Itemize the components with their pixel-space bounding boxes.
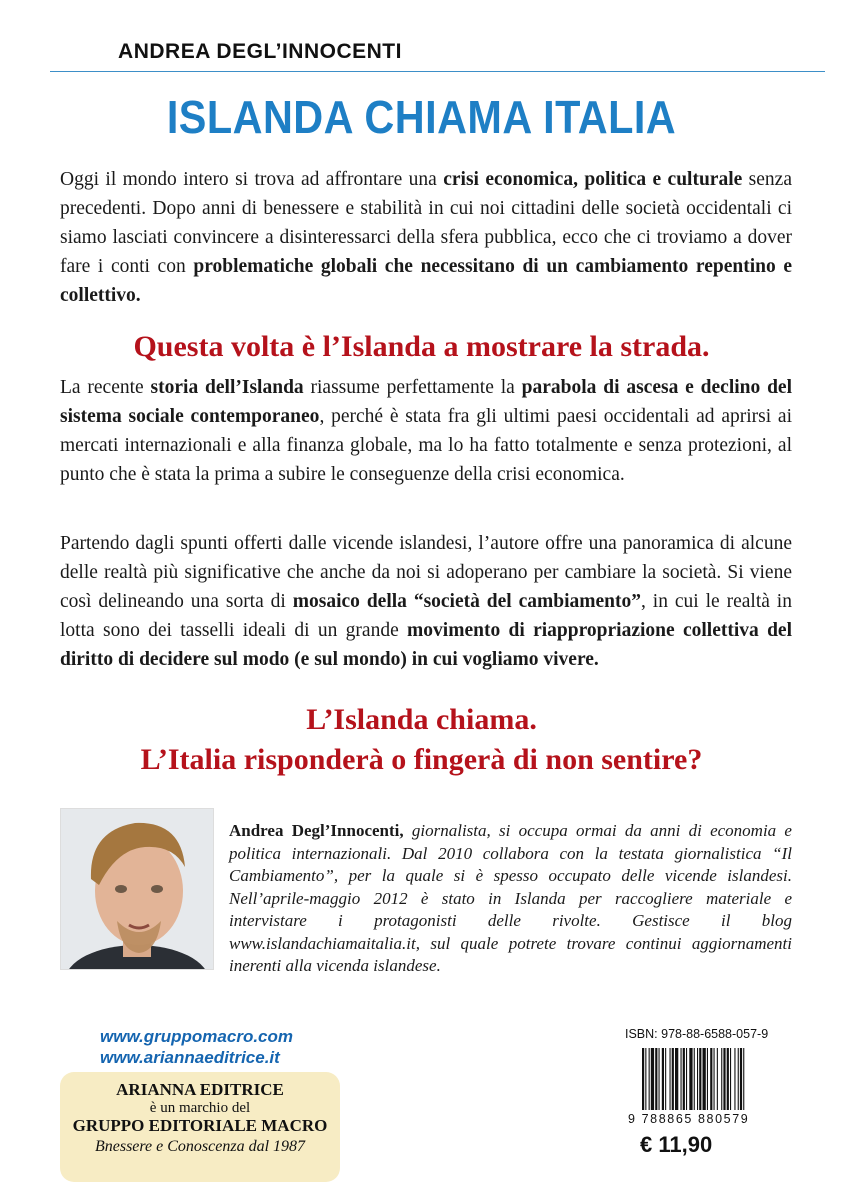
overview-text-1: Partendo dagli spunti offerti dalle vicende islandesi, l’autore offre una panoramica di alcune delle realtà più significative che anche da noi si adoperano per cambiare la società. Si viene così delineando una sorta di [60, 533, 792, 612]
history-bold-1: storia dell’Islanda [150, 377, 304, 398]
barcode-bar [727, 1048, 729, 1110]
barcode-bar [717, 1048, 718, 1110]
barcode-bar [740, 1048, 742, 1110]
intro-text-2: senza precedenti. Dopo anni di benessere e stabilità in cui noi cittadini delle società occidentali ci siamo lasciati convincere a disinteressarci della sfera pubblica, ecco che ci troviamo a dover fare i conti con [60, 169, 792, 277]
author-bio [229, 820, 792, 978]
barcode-bar [721, 1048, 722, 1110]
barcode-bar [710, 1048, 712, 1110]
overview-bold-2: movimento di riappropriazione collettiva del diritto di decidere sul modo (e sul mondo) in cui vogliamo vivere. [60, 620, 792, 670]
barcode-bar [707, 1048, 708, 1110]
barcode-bar [665, 1048, 666, 1110]
author-name-header: ANDREA DEGL’INNOCENTI [118, 40, 402, 63]
barcode-bar [743, 1048, 744, 1110]
barcode-bar [662, 1048, 664, 1110]
barcode-bar [672, 1048, 674, 1110]
publisher-box [60, 1072, 340, 1182]
barcode-bar [697, 1048, 698, 1110]
header-rule [50, 71, 825, 72]
highlight-heading-2 [0, 700, 843, 780]
intro-bold-2: problematiche globali che necessitano di un cambiamento repentino e collettivo. [60, 256, 792, 306]
highlight-2-line-1: L’Islanda chiama. [306, 703, 537, 736]
barcode-bar [714, 1048, 715, 1110]
intro-text-1: Oggi il mondo intero si trova ad affrontare una [60, 169, 444, 190]
barcode-number: 9 788865 880579 [628, 1112, 750, 1126]
website-link-arianna[interactable]: www.ariannaeditrice.it [100, 1048, 280, 1067]
barcode-bar [694, 1048, 695, 1110]
publisher-brand-note: è un marchio del [149, 1100, 251, 1116]
intro-paragraph [60, 165, 792, 310]
isbn-label: ISBN: 978-88-6588-057-9 [625, 1027, 769, 1041]
barcode-bar [655, 1048, 657, 1110]
intro-bold-1: crisi economica, politica e culturale [443, 169, 743, 190]
highlight-2-line-2: L’Italia risponderà o fingerà di non sentire? [140, 743, 703, 776]
barcode-graphic [640, 1048, 790, 1110]
history-text-1: La recente [60, 377, 151, 398]
overview-text-2: , in cui le realtà in lotta sono dei tasselli ideali di un grande [60, 591, 792, 641]
book-title: ISLANDA CHIAMA ITALIA [166, 91, 677, 143]
history-text-3: , perché è stata fra gli ultimi paesi occidentali ad aprirsi ai mercati internazionali e alla finanza globale, ma lo ha fatto totalmente e senza protezioni, al punto che è stata la prima a subire le conseguenze della crisi economica. [60, 406, 792, 485]
bio-text: giornalista, si occupa ormai da anni di economia e politica internazionali. Dal 2010 collabora con la testata giornalistica “Il Cambiamento”, per la quale si è spesso occupato delle vicende islandesi. Nell’aprile-maggio 2012 è stato in Islanda per raccogliere materiale e intervistare i protagonisti delle rivolte. Gestisce il blog www.islandachiamaitalia.it, sul quale potrete trovare continui aggiornamenti inerenti alla vicenda islandese. [229, 821, 792, 975]
barcode-bar [703, 1048, 706, 1110]
publisher-group: GRUPPO EDITORIALE MACRO [72, 1116, 328, 1135]
barcode-icon [640, 1048, 790, 1110]
barcode-bar [659, 1048, 660, 1110]
highlight-heading-1: Questa volta è l’Islanda a mostrare la strada. [133, 330, 710, 363]
barcode-bar [649, 1048, 650, 1110]
bio-author-name: Andrea Degl’Innocenti, [229, 821, 404, 840]
barcode-bar [689, 1048, 692, 1110]
author-portrait-icon [61, 809, 213, 969]
barcode-bar [681, 1048, 682, 1110]
author-photo [60, 808, 214, 970]
history-paragraph [60, 373, 792, 489]
barcode-bar [651, 1048, 654, 1110]
barcode-bar [645, 1048, 646, 1110]
barcode-bar [686, 1048, 687, 1110]
barcode-bar [642, 1048, 644, 1110]
barcode-bar [738, 1048, 739, 1110]
barcode-bar [675, 1048, 678, 1110]
overview-paragraph [60, 529, 792, 674]
barcode-bar [723, 1048, 725, 1110]
overview-bold-1: mosaico della “società del cambiamento” [292, 591, 642, 612]
history-bold-2: parabola di ascesa e declino del sistema sociale contemporaneo [60, 377, 793, 427]
publisher-tagline: Bnessere e Conoscenza dal 1987 [94, 1138, 306, 1155]
publisher-name: ARIANNA EDITRICE [116, 1080, 284, 1099]
barcode-bar [734, 1048, 735, 1110]
website-link-gruppomacro[interactable]: www.gruppomacro.com [100, 1027, 294, 1046]
barcode-bar [683, 1048, 685, 1110]
barcode-bar [730, 1048, 731, 1110]
barcode-bar [670, 1048, 671, 1110]
price: € 11,90 [640, 1132, 713, 1157]
history-text-2: riassume perfettamente la [303, 377, 522, 398]
barcode-bar [699, 1048, 701, 1110]
